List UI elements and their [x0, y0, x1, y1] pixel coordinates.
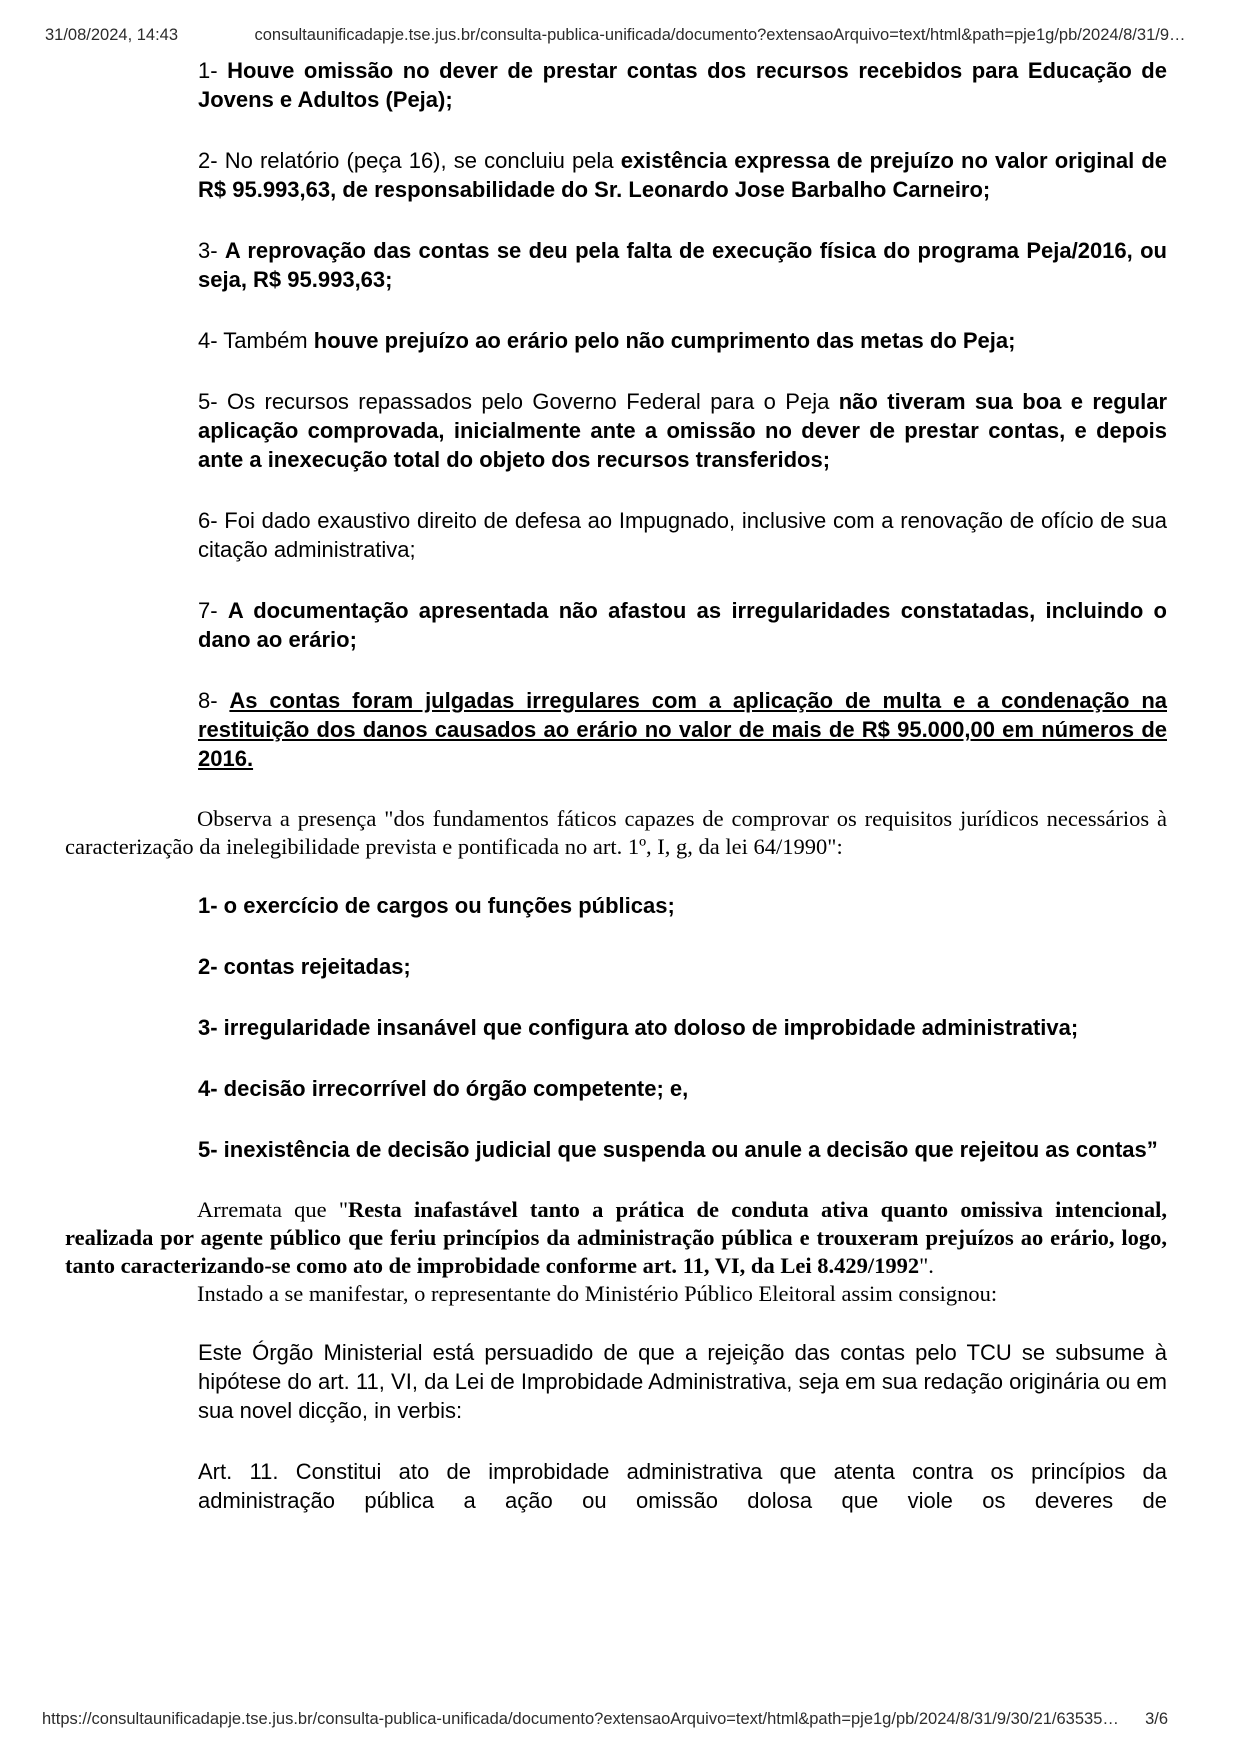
text-run: existência expressa de prejuízo no valor original de R$ 95.993,63, de responsabilidade do Sr. Leonardo Jose Barbalho Carneiro; — [198, 148, 1167, 202]
text-run: Houve omissão no dever de prestar contas dos recursos recebidos para Educação de Jovens e Adultos (Peja); — [198, 58, 1167, 112]
print-header — [0, 26, 1240, 48]
quote-art-11 — [198, 1457, 1167, 1515]
quote-item-8 — [198, 686, 1167, 773]
text-run: 2- contas rejeitadas; — [198, 954, 411, 979]
quote-item-1 — [198, 56, 1167, 114]
quote-item-7 — [198, 596, 1167, 654]
requisito-item-5 — [198, 1135, 1167, 1164]
text-run: 4- decisão irrecorrível do órgão competente; e, — [198, 1076, 689, 1101]
body-paragraph-arremata — [65, 1196, 1167, 1280]
requisito-item-3 — [198, 1013, 1167, 1042]
text-run: 8- — [198, 688, 230, 713]
text-run: 5- inexistência de decisão judicial que suspenda ou anule a decisão que rejeitou as contas” — [198, 1137, 1158, 1162]
requisito-item-4 — [198, 1074, 1167, 1103]
text-run: Observa a presença "dos fundamentos fáticos capazes de comprovar os requisitos jurídicos necessários à caracterização da inelegibilidade prevista e pontificada no art. 1º, I, g, da lei 64/1990": — [65, 806, 1167, 859]
text-run: 2- No relatório (peça 16), se concluiu pela — [198, 148, 621, 173]
print-datetime: 31/08/2024, 14:43 — [45, 26, 179, 44]
requisito-item-1 — [198, 891, 1167, 920]
text-run: Resta inafastável tanto a prática de conduta ativa quanto omissiva intencional, realizada por agente público que feriu princípios da administração pública e trouxeram prejuízos ao erário, logo, tanto caracterizando-se como ato de improbidade conforme art. 11, VI, da Lei 8.429/1992 — [65, 1197, 1167, 1278]
text-run: A reprovação das contas se deu pela falta de execução física do programa Peja/2016, ou seja, R$ 95.993,63; — [198, 238, 1167, 292]
text-run: 5- Os recursos repassados pelo Governo Federal para o Peja — [198, 389, 839, 414]
requisito-item-2 — [198, 952, 1167, 981]
text-run: Art. 11. Constitui ato de improbidade administrativa que atenta contra os princípios da administração pública a ação ou omissão dolosa que viole os deveres de — [198, 1459, 1167, 1513]
text-run: 4- Também — [198, 328, 314, 353]
text-run: Este Órgão Ministerial está persuadido de que a rejeição das contas pelo TCU se subsume à hipótese do art. 11, VI, da Lei de Improbidade Administrativa, seja em sua redação originária ou em sua novel dicção, in verbis: — [198, 1340, 1167, 1423]
quote-item-6 — [198, 506, 1167, 564]
text-run: 3- — [198, 238, 225, 263]
body-paragraph-instado — [65, 1280, 1167, 1308]
quote-item-4 — [198, 326, 1167, 355]
quote-item-5 — [198, 387, 1167, 474]
text-run: 1- — [198, 58, 228, 83]
quote-item-2 — [198, 146, 1167, 204]
text-run: A documentação apresentada não afastou as irregularidades constatadas, incluindo o dano ao erário; — [198, 598, 1167, 652]
print-footer — [0, 1710, 1240, 1732]
text-run: 3- irregularidade insanável que configura ato doloso de improbidade administrativa; — [198, 1015, 1079, 1040]
text-run: ". — [919, 1253, 934, 1278]
text-run: Arremata que " — [197, 1197, 349, 1222]
quote-item-3 — [198, 236, 1167, 294]
document-body — [65, 56, 1167, 1547]
print-header-url: consultaunificadapje.tse.jus.br/consulta-publica-unificada/documento?extensaoArquivo=text/html&path=pje1g/pb/2024/8/31/9… — [254, 26, 1186, 44]
text-run: As contas foram julgadas irregulares com a aplicação de multa e a condenação na restituição dos danos causados ao erário no valor de mais de R$ 95.000,00 em números de 2016. — [198, 688, 1167, 771]
text-run: 6- Foi dado exaustivo direito de defesa ao Impugnado, inclusive com a renovação de ofício de sua citação administrativa; — [198, 508, 1167, 562]
text-run: 7- — [198, 598, 228, 623]
print-footer-url: https://consultaunificadapje.tse.jus.br/consulta-publica-unificada/documento?extensaoArquivo=text/html&path=pje1g/pb/2024/8/31/9/30/21/63535… — [42, 1710, 1119, 1728]
page-indicator: 3/6 — [1145, 1710, 1168, 1728]
text-run: 1- o exercício de cargos ou funções públicas; — [198, 893, 675, 918]
text-run: houve prejuízo ao erário pelo não cumprimento das metas do Peja; — [313, 328, 1016, 353]
text-run: não tiveram sua boa e regular aplicação comprovada, inicialmente ante a omissão no dever de prestar contas, e depois ante a inexecução total do objeto dos recursos transferidos; — [198, 389, 1167, 472]
quote-orgao-ministerial — [198, 1338, 1167, 1425]
body-paragraph-observa — [65, 805, 1167, 861]
text-run: Instado a se manifestar, o representante do Ministério Público Eleitoral assim consignou: — [197, 1281, 998, 1306]
